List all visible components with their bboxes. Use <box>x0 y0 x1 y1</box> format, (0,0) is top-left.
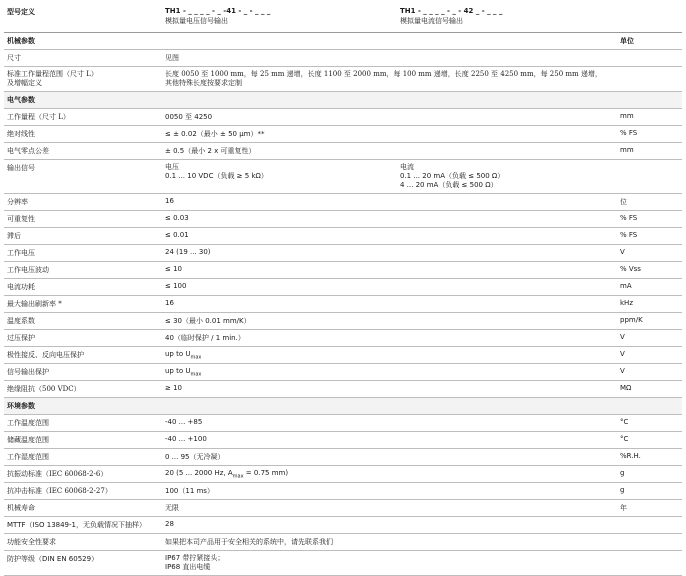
row-value: ≤ 10 <box>165 265 182 273</box>
row-value-subscript: max <box>190 354 202 361</box>
row-label: 工作电压 <box>7 249 35 257</box>
table-row <box>4 330 682 347</box>
table-row <box>4 50 682 67</box>
row-label: 温度系数 <box>7 317 35 325</box>
row-label: 抗振动标准（IEC 60068-2-6） <box>7 470 108 478</box>
row-value <box>165 554 224 572</box>
row-value <box>165 367 201 377</box>
row-unit: V <box>620 367 625 375</box>
output-current-title: 电流 <box>400 163 414 171</box>
row-label: 可重复性 <box>7 215 35 223</box>
row-unit: g <box>620 486 625 494</box>
current-model-header <box>400 7 502 26</box>
row-label: 功能安全性要求 <box>7 538 56 546</box>
row-value: 16 <box>165 197 174 205</box>
voltage-model-header <box>165 7 270 26</box>
table-row <box>4 517 682 534</box>
row-value: 28 <box>165 520 174 528</box>
row-value: ≤ 0.01 <box>165 231 189 239</box>
table-row <box>4 67 682 92</box>
table-row <box>4 279 682 296</box>
table-header <box>4 4 682 33</box>
row-unit: mm <box>620 112 634 120</box>
row-value: ≤ 100 <box>165 282 187 290</box>
table-row <box>4 211 682 228</box>
table-row <box>4 143 682 160</box>
table-row <box>4 415 682 432</box>
table-row-output-signal <box>4 160 682 194</box>
row-value: ≤ 0.03 <box>165 214 189 222</box>
output-current <box>400 163 504 190</box>
row-label: 工作电压波动 <box>7 266 49 274</box>
table-row <box>4 364 682 381</box>
row-unit: °C <box>620 435 629 443</box>
row-unit: % FS <box>620 231 638 239</box>
row-value: ≥ 10 <box>165 384 182 392</box>
row-label: 工作湿度范围 <box>7 453 49 461</box>
row-value: 无限 <box>165 504 179 512</box>
row-value <box>165 469 288 479</box>
unit-header: 单位 <box>620 37 634 45</box>
row-value: 0 ... 95（无冷凝） <box>165 453 225 461</box>
row-value: 如果把本司产品用于安全相关的系统中，请先联系我们 <box>165 538 333 546</box>
row-unit: V <box>620 248 625 256</box>
output-voltage <box>165 163 268 181</box>
type-definition-label: 型号定义 <box>7 8 35 16</box>
row-label: 极性接反、反向电压保护 <box>7 351 84 359</box>
row-value: 见图 <box>165 54 179 62</box>
row-unit: 位 <box>620 198 627 206</box>
row-value: -40 ... +85 <box>165 418 203 426</box>
row-label: 电气零点公差 <box>7 147 49 155</box>
row-value-subscript: max <box>190 371 202 378</box>
current-model-desc: 模拟量电流信号输出 <box>400 17 463 25</box>
section-title: 电气参数 <box>7 96 35 104</box>
row-unit: g <box>620 469 625 477</box>
row-label: 尺寸 <box>7 54 21 62</box>
output-voltage-title: 电压 <box>165 163 179 171</box>
row-label: 滞后 <box>7 232 21 240</box>
table-row-protection <box>4 551 682 576</box>
row-value-tail: = 0.75 mm) <box>243 469 289 477</box>
row-unit: % FS <box>620 214 638 222</box>
row-unit: %R.H. <box>620 452 641 460</box>
row-label: 过压保护 <box>7 334 35 342</box>
row-unit: mA <box>620 282 632 290</box>
voltage-model-code: TH1 - _ _ _ _ - _ -41 - _ - _ _ _ <box>165 7 271 15</box>
row-label <box>7 70 98 88</box>
table-row <box>4 262 682 279</box>
row-value <box>165 70 602 88</box>
table-row <box>4 347 682 364</box>
table-row <box>4 126 682 143</box>
row-value-line: IP68 直出电缆 <box>165 563 211 571</box>
row-label: 工作量程（尺寸 L） <box>7 113 70 121</box>
row-value-line: 其他特殊长度按要求定制 <box>165 79 242 87</box>
section-title: 机械参数 <box>7 37 35 45</box>
current-model-code: TH1 - _ _ _ _ - _ - 42 _ - _ _ _ <box>400 7 503 15</box>
section-environment <box>4 398 682 415</box>
row-value: 100（11 ms） <box>165 487 214 495</box>
row-value-line: 长度 0050 至 1000 mm，每 25 mm 递增，长度 1100 至 2000 mm，每 100 mm 递增，长度 2250 至 4250 mm，每 250 mm 递增， <box>165 70 602 78</box>
row-label-line: 标准工作量程范围（尺寸 L） <box>7 70 98 78</box>
row-value-subscript: max <box>232 473 244 480</box>
row-label: 最大输出刷新率 * <box>7 300 62 308</box>
row-value-text: up to U <box>165 367 191 375</box>
row-value-text: 20 (5 ... 2000 Hz, A <box>165 469 233 477</box>
table-row <box>4 466 682 483</box>
row-value-text: up to U <box>165 350 191 358</box>
section-title: 环境参数 <box>7 402 35 410</box>
row-label-line: 及增幅定义 <box>7 79 42 87</box>
row-unit: ppm/K <box>620 316 643 324</box>
row-label: 储藏温度范围 <box>7 436 49 444</box>
row-value-line: IP67 带拧紧接头； <box>165 554 225 562</box>
row-value: ≤ 30（最小 0.01 mm/K） <box>165 317 251 325</box>
row-label: MTTF（ISO 13849-1，无负载情况下抽样） <box>7 521 146 529</box>
row-label: 工作温度范围 <box>7 419 49 427</box>
row-value <box>165 350 201 360</box>
table-row <box>4 245 682 262</box>
table-row <box>4 449 682 466</box>
table-row <box>4 109 682 126</box>
row-value: 16 <box>165 299 174 307</box>
row-unit: kHz <box>620 299 633 307</box>
row-label: 电流功耗 <box>7 283 35 291</box>
row-value: 0050 至 4250 <box>165 113 213 121</box>
spec-table <box>4 4 682 576</box>
row-unit: % Vss <box>620 265 641 273</box>
table-row <box>4 228 682 245</box>
output-current-value: 4 ... 20 mA（负载 ≤ 500 Ω） <box>400 181 498 189</box>
table-row <box>4 194 682 211</box>
voltage-model-desc: 模拟量电压信号输出 <box>165 17 228 25</box>
row-label: 防护等级（DIN EN 60529） <box>7 555 99 563</box>
row-value: -40 ... +100 <box>165 435 207 443</box>
row-value: ± 0.5（最小 2 x 可重复性） <box>165 147 256 155</box>
row-unit: % FS <box>620 129 638 137</box>
row-unit: 年 <box>620 504 627 512</box>
row-label: 分辨率 <box>7 198 28 206</box>
section-electrical <box>4 92 682 109</box>
row-label: 绝对线性 <box>7 130 35 138</box>
row-unit: MΩ <box>620 384 632 392</box>
row-value: 40（临时保护 / 1 min.） <box>165 334 245 342</box>
row-label: 信号输出保护 <box>7 368 49 376</box>
row-unit: V <box>620 333 625 341</box>
output-current-value: 0.1 ... 20 mA（负载 ≤ 500 Ω） <box>400 172 505 180</box>
row-unit: mm <box>620 146 634 154</box>
row-unit: V <box>620 350 625 358</box>
output-voltage-value: 0.1 ... 10 VDC（负载 ≥ 5 kΩ） <box>165 172 268 180</box>
row-value: ≤ ± 0.02（最小 ± 50 µm）** <box>165 130 265 138</box>
table-row <box>4 296 682 313</box>
section-mechanical <box>4 33 682 50</box>
row-label: 机械寿命 <box>7 504 35 512</box>
table-row <box>4 381 682 398</box>
table-row <box>4 483 682 500</box>
table-row <box>4 432 682 449</box>
row-label: 抗冲击标准（IEC 60068-2-27） <box>7 487 112 495</box>
table-row <box>4 500 682 517</box>
row-label: 绝缘阻抗（500 VDC） <box>7 385 81 393</box>
table-row <box>4 313 682 330</box>
row-unit: °C <box>620 418 629 426</box>
row-label: 输出信号 <box>7 164 35 172</box>
row-value: 24 (19 ... 30) <box>165 248 211 256</box>
